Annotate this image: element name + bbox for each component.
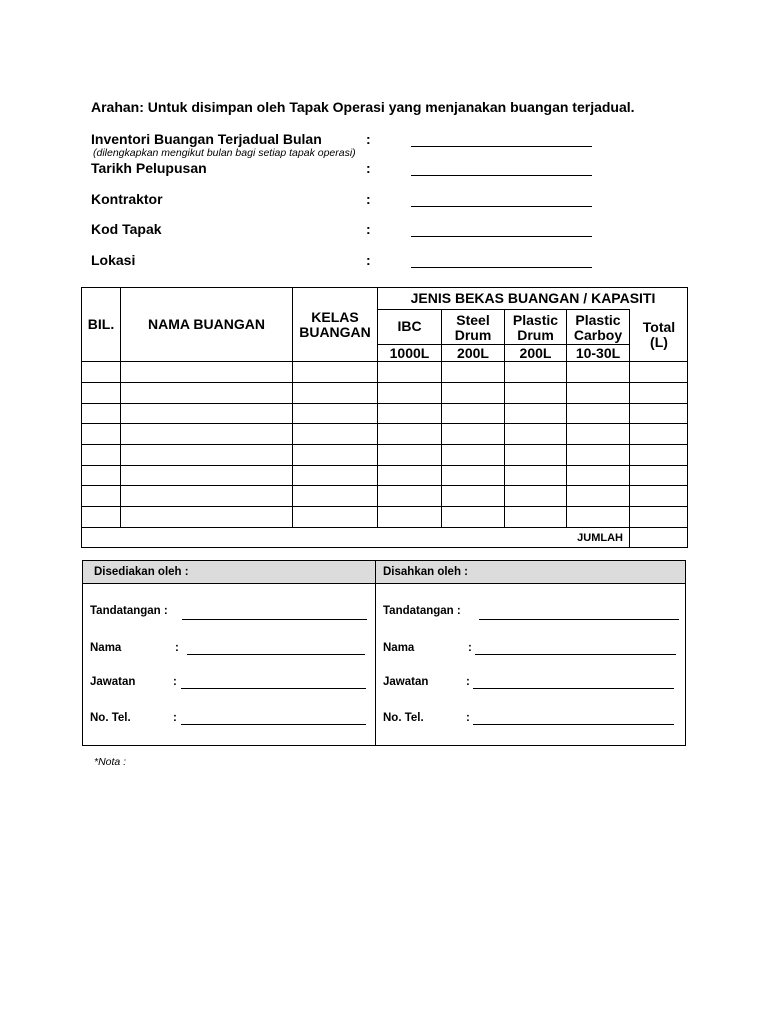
right-jawatan-label: Jawatan	[383, 676, 429, 688]
field-label-lokasi: Lokasi	[91, 252, 136, 268]
left-no-tel-field[interactable]	[181, 724, 366, 725]
signoff-divider	[375, 561, 376, 745]
field-label-tarikh: Tarikh Pelupusan	[91, 160, 207, 176]
signoff-box	[82, 560, 686, 746]
field-label-kod-tapak: Kod Tapak	[91, 221, 162, 237]
field-colon: :	[366, 131, 371, 147]
right-tandatangan-field[interactable]	[479, 619, 679, 620]
container-header-plastic-drum	[505, 313, 566, 343]
right-jawatan-field[interactable]	[473, 688, 674, 689]
container-line-2: Drum	[454, 327, 492, 343]
kod-tapak-field[interactable]	[411, 236, 592, 237]
right-nama-field[interactable]	[475, 654, 676, 655]
container-header-ibc: IBC	[397, 318, 422, 334]
left-jawatan-field[interactable]	[181, 688, 366, 689]
left-nama-label: Nama	[90, 642, 122, 654]
container-header-steel-drum	[442, 313, 504, 343]
field-colon: :	[366, 221, 371, 237]
left-tandatangan-field[interactable]	[182, 619, 367, 620]
lokasi-field[interactable]	[411, 267, 592, 268]
field-colon: :	[366, 160, 371, 176]
right-nama-label: Nama	[383, 642, 415, 654]
left-nama-field[interactable]	[187, 654, 365, 655]
right-nama-colon: :	[468, 642, 472, 654]
field-colon: :	[366, 191, 371, 207]
left-jawatan-colon: :	[173, 676, 177, 688]
right-no-tel-colon: :	[466, 712, 470, 724]
field-label-inventori: Inventori Buangan Terjadual Bulan	[91, 131, 322, 147]
left-no-tel-label: No. Tel.	[90, 712, 131, 724]
container-line-2: Drum	[517, 327, 554, 343]
column-header-total	[630, 320, 688, 350]
kelas-line-1: KELAS	[311, 309, 359, 325]
capacity-plastic-drum: 200L	[519, 345, 552, 361]
field-label-kontraktor: Kontraktor	[91, 191, 163, 207]
inventori-bulan-field[interactable]	[411, 146, 592, 147]
container-line-1: Plastic	[575, 312, 621, 328]
left-no-tel-colon: :	[173, 712, 177, 724]
total-line-1: Total	[642, 319, 676, 335]
right-no-tel-label: No. Tel.	[383, 712, 424, 724]
column-header-jenis-bekas: JENIS BEKAS BUANGAN / KAPASITI	[410, 290, 656, 306]
container-line-1: Plastic	[512, 312, 559, 328]
kontraktor-field[interactable]	[411, 206, 592, 207]
column-header-kelas-buangan	[292, 310, 378, 340]
tarikh-pelupusan-field[interactable]	[411, 175, 592, 176]
capacity-steel-drum: 200L	[457, 345, 489, 361]
form-instruction: Arahan: Untuk disimpan oleh Tapak Operasi yang menjanakan buangan terjadual.	[91, 99, 635, 115]
jumlah-label: JUMLAH	[577, 532, 623, 544]
right-jawatan-colon: :	[466, 676, 470, 688]
inventory-hint: (dilengkapkan mengikut bulan bagi setiap tapak operasi)	[93, 147, 356, 159]
left-nama-colon: :	[175, 642, 179, 654]
container-line-1: Steel	[456, 312, 490, 328]
right-tandatangan-label: Tandatangan :	[383, 605, 461, 617]
capacity-plastic-carboy: 10-30L	[575, 345, 621, 361]
left-tandatangan-label: Tandatangan :	[90, 605, 168, 617]
right-no-tel-field[interactable]	[473, 724, 674, 725]
disediakan-header: Disediakan oleh :	[83, 561, 375, 584]
container-header-plastic-carboy	[567, 313, 629, 343]
container-line-2: Carboy	[573, 327, 623, 343]
field-colon: :	[366, 252, 371, 268]
capacity-ibc: 1000L	[389, 345, 430, 361]
inventory-table	[81, 287, 688, 548]
kelas-line-2: BUANGAN	[299, 324, 371, 340]
nota-label: *Nota :	[94, 756, 127, 768]
column-header-nama-buangan: NAMA BUANGAN	[148, 316, 265, 332]
disahkan-header: Disahkan oleh :	[376, 561, 685, 584]
column-header-bil: BIL.	[87, 316, 115, 332]
left-jawatan-label: Jawatan	[90, 676, 136, 688]
total-line-2: (L)	[650, 334, 668, 350]
